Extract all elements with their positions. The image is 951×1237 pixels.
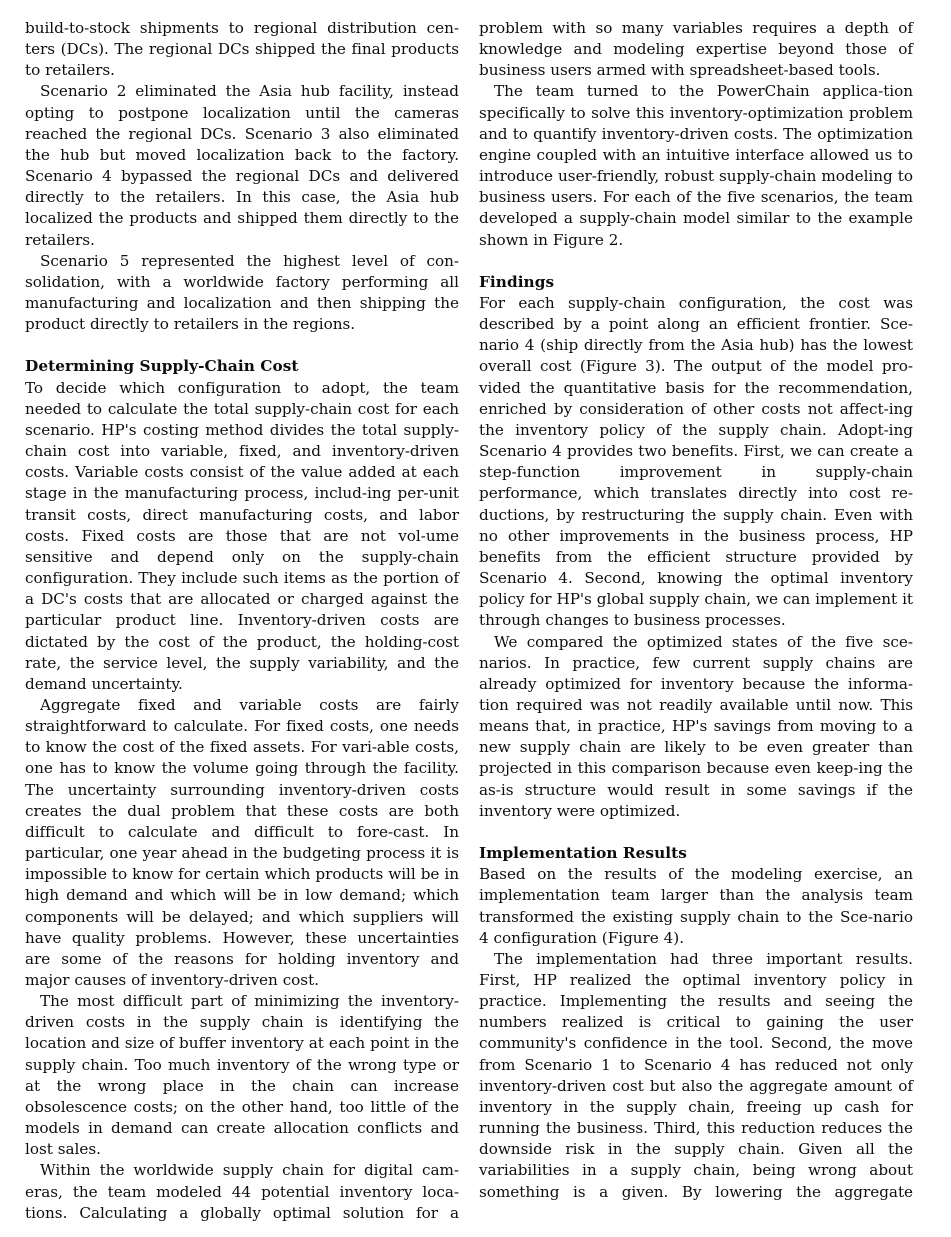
paragraph: The most difficult part of minimizing the inventory-driven costs in the supply chain is identifying the location and size of buffer inventory at each point in the supply chain. Too much inventory of the wrong type or at the wrong place in the chain can increase obsolescence costs; on the other hand, too little of the models in demand can create allocation conflicts and lost sales. <box>25 992 459 1159</box>
paragraph: The team turned to the PowerChain applica-tion specifically to solve this inventory-optimization problem and to quantify inventory-driven costs. The optimization engine coupled with an intuitive interface allowed us to introduce user-friendly, robust supply-chain modeling to business users. For each of the five scenarios, the team developed a supply-chain model similar to the example shown in Figure 2. <box>479 82 913 249</box>
paragraph: To decide which configuration to adopt, the team needed to calculate the total supply-chain cost for each scenario. HP's costing method divides the total supply-chain cost into variable, fixed, and inventory-driven costs. Variable costs consist of the value added at each stage in the manufacturing process, includ-ing per-unit transit costs, direct manufacturing costs, and labor costs. Fixed costs are those that are not vol-ume sensitive and depend only on the supply-chain configuration. They include such items as the portion of a DC's costs that are allocated or charged against the particular product line. Inventory-driven costs are dictated by the cost of the product, the holding-cost rate, the service level, the supply variability, and the demand uncertainty. <box>25 378 459 693</box>
paragraph: We compared the optimized states of the five sce-narios. In practice, few current supply chains are already optimized for inventory because the informa-tion required was not readily available until now. This means that, in practice, HP's savings from moving to a new supply chain are likely to be even greater than projected in this comparison because even keep-ing the as-is structure would result in some savings if the inventory were optimized. <box>479 632 913 820</box>
two-column-layout <box>25 18 915 1224</box>
right-column <box>479 18 913 1203</box>
section-heading-determining-supply-chain-cost: Determining Supply-Chain Cost <box>25 357 299 376</box>
paragraph: Based on the results of the modeling exercise, an implementation team larger than the analysis team transformed the existing supply chain to the Sce-nario 4 configuration (Figure 4). <box>479 865 913 947</box>
paragraph: For each supply-chain configuration, the cost was described by a point along an efficient frontier. Sce-nario 4 (ship directly from the Asia hub) has the lowest overall cost (Figure 3). The output of the model pro-vided the quantitative basis for the recommendation, enriched by consideration of other costs not affect-ing the inventory policy of the supply chain. Adopt-ing Scenario 4 provides two benefits. First, we can create a step-function improvement in supply-chain performance, which translates directly into cost re-ductions, by restructuring the supply chain. Even with no other improvements in the business process, HP benefits from the efficient structure provided by Scenario 4. Second, knowing the optimal inventory policy for HP's global supply chain, we can implement it through changes to business processes. <box>479 294 913 630</box>
section-heading-implementation-results: Implementation Results <box>479 844 687 863</box>
paragraph: build-to-stock shipments to regional distribution cen-ters (DCs). The regional DCs shipped the final products to retailers. <box>25 19 459 80</box>
paragraph-continued: The implementation had three important results. First, HP realized the optimal inventory policy in practice. Implementing the results and seeing the numbers realized is critical to gaining the user community's confidence in the tool. Second, the move from Scenario 1 to Scenario 4 has reduced not only inventory-driven cost but also the aggregate amount of inventory in the supply chain, freeing up cash for running the business. Third, this reduction reduces the downside risk in the supply chain. Given all the variabilities in a supply chain, being wrong about something is a given. By lowering the aggregate <box>479 949 913 1201</box>
section-heading-findings: Findings <box>479 272 555 291</box>
paragraph: Scenario 5 represented the highest level of con-solidation, with a worldwide factory performing all manufacturing and localization and then shipping the product directly to retailers in the regions. <box>25 251 459 334</box>
paragraph: Aggregate fixed and variable costs are fairly straightforward to calculate. For fixed costs, one needs to know the cost of the fixed assets. For vari-able costs, one has to know the volume going through the facility. The uncertainty surrounding inventory-driven costs creates the dual problem that these costs are both difficult to calculate and difficult to fore-cast. In particular, one year ahead in the budgeting process it is impossible to know for certain which products will be in high demand and which will be in low demand; which components will be delayed; and which suppliers will have quality problems. However, these uncertainties are some of the reasons for holding inventory and major causes of inventory-driven cost. <box>25 695 459 990</box>
paragraph: Scenario 2 eliminated the Asia hub facility, instead opting to postpone localization until the cameras reached the regional DCs. Scenario 3 also eliminated the hub but moved localization back to the factory. Scenario 4 bypassed the regional DCs and delivered directly to the retailers. In this case, the Asia hub localized the products and shipped them directly to the retailers. <box>25 82 459 249</box>
paragraph-continued: Within the worldwide supply chain for digital cam-eras, the team modeled 44 potential inventory loca-tions. Calculating a globally optimal solution for a <box>25 1161 459 1222</box>
left-column <box>25 18 459 1224</box>
paragraph: problem with so many variables requires a depth of knowledge and modeling expertise beyond those of business users armed with spreadsheet-based tools. <box>479 19 913 80</box>
